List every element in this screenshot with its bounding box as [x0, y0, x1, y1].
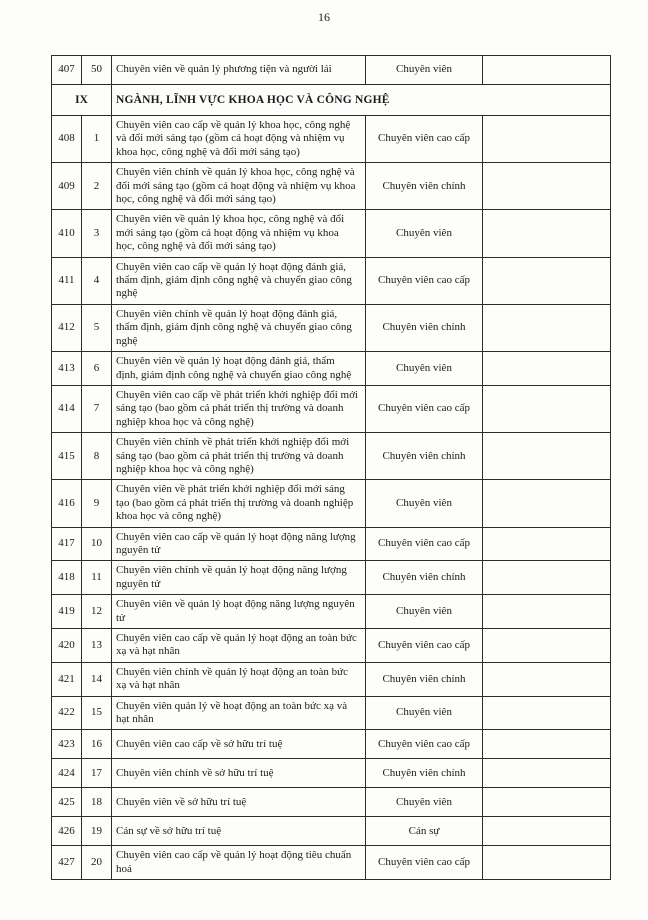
- row-number-cell: 419: [52, 595, 82, 629]
- row-subnumber-cell: 14: [82, 662, 112, 696]
- position-description-cell: Chuyên viên cao cấp về quản lý hoạt động tiêu chuẩn hoá: [112, 846, 366, 880]
- rank-cell: Chuyên viên: [366, 595, 483, 629]
- table-row: [52, 56, 611, 85]
- position-description-cell: Chuyên viên chính về quản lý khoa học, công nghệ và đổi mới sáng tạo (gồm cả hoạt động và nhiệm vụ khoa học, công nghệ và đổi mới sáng tạo): [112, 163, 366, 210]
- row-number-cell: 408: [52, 116, 82, 163]
- position-description-cell: Chuyên viên về quản lý hoạt động đánh giá, thẩm định, giám định công nghệ và chuyển giao công nghệ: [112, 352, 366, 386]
- table-row: [52, 385, 611, 432]
- note-cell: [483, 480, 611, 527]
- table-row: [52, 527, 611, 561]
- row-number-cell: 415: [52, 433, 82, 480]
- note-cell: [483, 527, 611, 561]
- position-description-cell: Chuyên viên về phát triển khởi nghiệp đổi mới sáng tạo (bao gồm cả phát triển thị trường và doanh nghiệp khoa học và công nghệ): [112, 480, 366, 527]
- positions-table-body: [52, 56, 611, 880]
- row-subnumber-cell: 7: [82, 385, 112, 432]
- rank-cell: Chuyên viên: [366, 788, 483, 817]
- table-row: [52, 163, 611, 210]
- position-description-cell: Chuyên viên về quản lý phương tiện và người lái: [112, 56, 366, 85]
- position-description-cell: Chuyên viên chính về quản lý hoạt động năng lượng nguyên tử: [112, 561, 366, 595]
- rank-cell: Chuyên viên cao cấp: [366, 116, 483, 163]
- note-cell: [483, 352, 611, 386]
- row-number-cell: 414: [52, 385, 82, 432]
- note-cell: [483, 385, 611, 432]
- row-subnumber-cell: 8: [82, 433, 112, 480]
- rank-cell: Chuyên viên chính: [366, 662, 483, 696]
- row-number-cell: 411: [52, 257, 82, 304]
- note-cell: [483, 629, 611, 663]
- row-subnumber-cell: 2: [82, 163, 112, 210]
- table-row: [52, 561, 611, 595]
- rank-cell: Chuyên viên cao cấp: [366, 385, 483, 432]
- row-subnumber-cell: 4: [82, 257, 112, 304]
- position-description-cell: Chuyên viên chính về quản lý hoạt động đánh giá, thẩm định, giám định công nghệ và chuyển giao công nghệ: [112, 304, 366, 351]
- table-row: [52, 352, 611, 386]
- row-subnumber-cell: 12: [82, 595, 112, 629]
- note-cell: [483, 846, 611, 880]
- position-description-cell: Chuyên viên cao cấp về sở hữu trí tuệ: [112, 730, 366, 759]
- rank-cell: Chuyên viên chính: [366, 304, 483, 351]
- note-cell: [483, 662, 611, 696]
- note-cell: [483, 257, 611, 304]
- row-number-cell: 424: [52, 759, 82, 788]
- rank-cell: Cán sự: [366, 817, 483, 846]
- row-number-cell: 410: [52, 210, 82, 257]
- row-subnumber-cell: 11: [82, 561, 112, 595]
- table-row: [52, 116, 611, 163]
- row-subnumber-cell: 50: [82, 56, 112, 85]
- page-number: 16: [318, 10, 330, 24]
- rank-cell: Chuyên viên: [366, 210, 483, 257]
- note-cell: [483, 561, 611, 595]
- rank-cell: Chuyên viên: [366, 56, 483, 85]
- rank-cell: Chuyên viên chính: [366, 433, 483, 480]
- rank-cell: Chuyên viên: [366, 352, 483, 386]
- table-row: [52, 846, 611, 880]
- row-subnumber-cell: 20: [82, 846, 112, 880]
- table-row: [52, 696, 611, 730]
- row-subnumber-cell: 10: [82, 527, 112, 561]
- row-number-cell: 423: [52, 730, 82, 759]
- note-cell: [483, 595, 611, 629]
- rank-cell: Chuyên viên: [366, 696, 483, 730]
- row-subnumber-cell: 19: [82, 817, 112, 846]
- table-row: [52, 662, 611, 696]
- note-cell: [483, 696, 611, 730]
- rank-cell: Chuyên viên cao cấp: [366, 257, 483, 304]
- row-number-cell: 418: [52, 561, 82, 595]
- row-number-cell: 407: [52, 56, 82, 85]
- position-description-cell: Chuyên viên về quản lý hoạt động năng lượng nguyên tử: [112, 595, 366, 629]
- row-number-cell: 426: [52, 817, 82, 846]
- row-subnumber-cell: 16: [82, 730, 112, 759]
- rank-cell: Chuyên viên chính: [366, 561, 483, 595]
- row-subnumber-cell: 17: [82, 759, 112, 788]
- row-subnumber-cell: 6: [82, 352, 112, 386]
- table-row: [52, 595, 611, 629]
- rank-cell: Chuyên viên cao cấp: [366, 527, 483, 561]
- row-subnumber-cell: 15: [82, 696, 112, 730]
- position-description-cell: Chuyên viên cao cấp về quản lý hoạt động năng lượng nguyên tử: [112, 527, 366, 561]
- note-cell: [483, 210, 611, 257]
- section-number: IX: [52, 85, 112, 116]
- note-cell: [483, 433, 611, 480]
- section-header-row: [52, 85, 611, 116]
- table-row: [52, 629, 611, 663]
- position-description-cell: Cán sự về sở hữu trí tuệ: [112, 817, 366, 846]
- position-description-cell: Chuyên viên cao cấp về quản lý hoạt động an toàn bức xạ và hạt nhân: [112, 629, 366, 663]
- row-subnumber-cell: 3: [82, 210, 112, 257]
- row-number-cell: 425: [52, 788, 82, 817]
- row-subnumber-cell: 5: [82, 304, 112, 351]
- note-cell: [483, 116, 611, 163]
- row-number-cell: 416: [52, 480, 82, 527]
- positions-table: [51, 55, 611, 880]
- row-number-cell: 412: [52, 304, 82, 351]
- row-number-cell: 413: [52, 352, 82, 386]
- row-number-cell: 417: [52, 527, 82, 561]
- position-description-cell: Chuyên viên quản lý về hoạt động an toàn bức xạ và hạt nhân: [112, 696, 366, 730]
- row-number-cell: 421: [52, 662, 82, 696]
- note-cell: [483, 56, 611, 85]
- section-title: NGÀNH, LĨNH VỰC KHOA HỌC VÀ CÔNG NGHỆ: [112, 85, 611, 116]
- row-subnumber-cell: 1: [82, 116, 112, 163]
- row-number-cell: 409: [52, 163, 82, 210]
- note-cell: [483, 730, 611, 759]
- note-cell: [483, 788, 611, 817]
- table-row: [52, 257, 611, 304]
- position-description-cell: Chuyên viên về sở hữu trí tuệ: [112, 788, 366, 817]
- row-number-cell: 427: [52, 846, 82, 880]
- row-subnumber-cell: 13: [82, 629, 112, 663]
- row-subnumber-cell: 18: [82, 788, 112, 817]
- position-description-cell: Chuyên viên cao cấp về quản lý hoạt động đánh giá, thẩm định, giám định công nghệ và chuyển giao công nghệ: [112, 257, 366, 304]
- rank-cell: Chuyên viên cao cấp: [366, 629, 483, 663]
- table-row: [52, 788, 611, 817]
- note-cell: [483, 163, 611, 210]
- table-row: [52, 304, 611, 351]
- rank-cell: Chuyên viên chính: [366, 759, 483, 788]
- rank-cell: Chuyên viên: [366, 480, 483, 527]
- position-description-cell: Chuyên viên cao cấp về phát triển khởi nghiệp đổi mới sáng tạo (bao gồm cả phát triển thị trường và doanh nghiệp khoa học và công nghệ): [112, 385, 366, 432]
- position-description-cell: Chuyên viên chính về quản lý hoạt động an toàn bức xạ và hạt nhân: [112, 662, 366, 696]
- note-cell: [483, 759, 611, 788]
- table-row: [52, 433, 611, 480]
- table-row: [52, 759, 611, 788]
- rank-cell: Chuyên viên chính: [366, 163, 483, 210]
- rank-cell: Chuyên viên cao cấp: [366, 846, 483, 880]
- row-number-cell: 422: [52, 696, 82, 730]
- rank-cell: Chuyên viên cao cấp: [366, 730, 483, 759]
- table-row: [52, 480, 611, 527]
- position-description-cell: Chuyên viên về quản lý khoa học, công nghệ và đổi mới sáng tạo (gồm cả hoạt động và nhiệm vụ khoa học, công nghệ và đổi mới sáng tạo): [112, 210, 366, 257]
- position-description-cell: Chuyên viên chính về phát triển khởi nghiệp đổi mới sáng tạo (bao gồm cả phát triển thị trường và doanh nghiệp khoa học và công nghệ): [112, 433, 366, 480]
- position-description-cell: Chuyên viên chính về sở hữu trí tuệ: [112, 759, 366, 788]
- note-cell: [483, 817, 611, 846]
- row-subnumber-cell: 9: [82, 480, 112, 527]
- note-cell: [483, 304, 611, 351]
- table-row: [52, 817, 611, 846]
- position-description-cell: Chuyên viên cao cấp về quản lý khoa học, công nghệ và đổi mới sáng tạo (gồm cả hoạt động và nhiệm vụ khoa học, công nghệ và đổi mới sáng tạo): [112, 116, 366, 163]
- row-number-cell: 420: [52, 629, 82, 663]
- table-row: [52, 730, 611, 759]
- table-row: [52, 210, 611, 257]
